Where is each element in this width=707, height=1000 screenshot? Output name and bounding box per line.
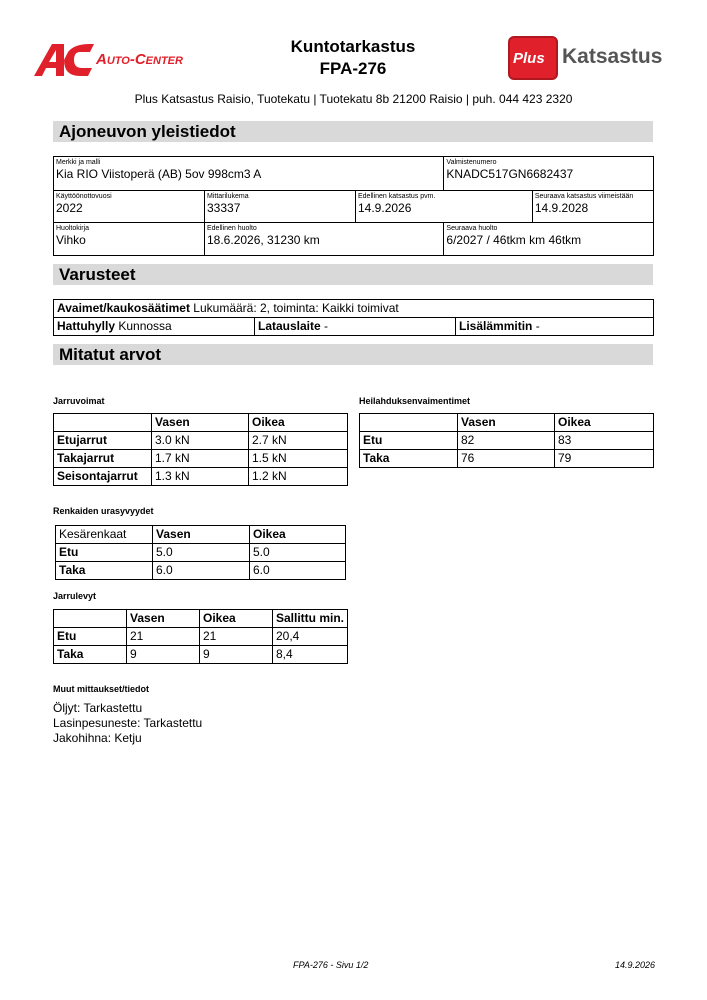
shelf-label: Hattuhylly [57,319,116,333]
header-cell: Oikea [555,414,654,432]
plus-badge-text: Plus [513,50,545,67]
next-service-value: 6/2027 / 46tkm km 46tkm [446,233,582,247]
autocenter-logo [34,42,204,78]
row-label: Etu [360,432,458,450]
last-service-value: 18.6.2026, 31230 km [207,233,320,247]
title-line1: Kuntotarkastus [290,37,416,56]
table-row [360,450,654,468]
cell: 79 [555,450,654,468]
year-label: Käyttöönottovuosi [56,193,112,200]
last-service-label: Edellinen huolto [207,225,257,232]
cell: 2.7 kN [249,432,348,450]
next-inspection-cell [532,191,653,223]
cell: 21 [127,628,200,646]
header-cell: Vasen [152,414,249,432]
next-inspection-label: Seuraava katsastus viimeistään [534,193,634,200]
make-value: Kia RIO Viistoperä (AB) 5ov 998cm3 A [56,167,262,181]
vin-cell [444,157,654,191]
table-header-row [54,610,348,628]
heater-value: - [535,319,540,333]
list-item: Jakohihna: Ketju [53,731,142,745]
keys-value: Lukumäärä: 2, toiminta: Kaikki toimivat [193,301,399,315]
heater-label: Lisälämmitin [459,319,533,333]
table-header-row [54,414,348,432]
charger-cell [255,318,456,336]
autocenter-logo-text: Auto-Center [96,51,183,68]
brakes-title: Jarruvoimat [53,396,105,406]
service-book-cell [54,223,205,256]
section-measured-title: Mitatut arvot [53,344,653,365]
header-cell: Kesärenkaat [56,526,153,544]
list-item: Öljyt: Tarkastettu [53,701,143,715]
table-row [54,432,348,450]
row-label: Taka [360,450,458,468]
keys-label: Avaimet/kaukosäätimet [57,301,190,315]
odometer-cell [205,191,356,223]
title-line2: FPA-276 [319,59,387,78]
make-label: Merkki ja malli [56,159,101,166]
header-cell: Oikea [250,526,346,544]
autocenter-logo-mark-icon [34,42,96,78]
cell: 1.5 kN [249,450,348,468]
cell: 6.0 [250,562,346,580]
other-list [53,701,202,746]
footer-page: FPA-276 - Sivu 1/2 [293,960,369,970]
year-value: 2022 [56,201,83,215]
shocks-title: Heilahduksenvaimentimet [359,396,471,406]
row-label: Takajarrut [54,450,152,468]
charger-label: Latauslaite [258,319,321,333]
shelf-cell [54,318,255,336]
last-service-cell [205,223,444,256]
cell: 6.0 [153,562,250,580]
page-title [230,36,476,80]
row-label: Etu [54,628,127,646]
brakes-table [53,413,348,486]
charger-value: - [324,319,329,333]
table-row [54,468,348,486]
header-cell [54,610,127,628]
plus-badge [508,36,558,80]
tires-title: Renkaiden urasyvyydet [53,506,154,516]
cell: 1.3 kN [152,468,249,486]
make-cell [54,157,444,191]
keys-cell [54,300,654,318]
cell: 9 [127,646,200,664]
header-cell: Vasen [153,526,250,544]
year-cell [54,191,205,223]
cell: 8,4 [273,646,348,664]
section-general-title: Ajoneuvon yleistiedot [53,121,653,142]
table-row [56,544,346,562]
header-cell [360,414,458,432]
vin-label: Valmistenumero [446,159,497,166]
table-header-row [360,414,654,432]
table-row [56,562,346,580]
discs-title: Jarrulevyt [53,591,97,601]
last-inspection-cell [356,191,533,223]
general-info-table [53,156,654,256]
header-cell: Vasen [127,610,200,628]
header-cell: Vasen [458,414,555,432]
cell: 5.0 [153,544,250,562]
header-cell: Oikea [249,414,348,432]
cell: 5.0 [250,544,346,562]
row-label: Etu [56,544,153,562]
header-cell: Oikea [200,610,273,628]
cell: 20,4 [273,628,348,646]
last-inspection-value: 14.9.2026 [358,201,412,215]
service-book-label: Huoltokirja [56,225,90,232]
cell: 9 [200,646,273,664]
row-label: Taka [54,646,127,664]
vin-value: KNADC517GN6682437 [446,167,574,181]
plus-logo-text: Katsastus [562,45,663,68]
next-service-cell [444,223,654,256]
odometer-label: Mittarilukema [207,193,249,200]
shocks-table [359,413,654,468]
header-cell [54,414,152,432]
row-label: Seisontajarrut [54,468,152,486]
plus-katsastus-logo [508,36,673,82]
header-cell: Sallittu min. [273,610,348,628]
section-equipment-title: Varusteet [53,264,653,285]
other-title: Muut mittaukset/tiedot [53,684,149,694]
list-item: Lasinpesuneste: Tarkastettu [53,716,203,730]
table-row [54,646,348,664]
station-info: Plus Katsastus Raisio, Tuotekatu | Tuotekatu 8b 21200 Raisio | puh. 044 423 2320 [134,92,573,106]
table-header-row [56,526,346,544]
table-row [54,450,348,468]
cell: 3.0 kN [152,432,249,450]
cell: 1.7 kN [152,450,249,468]
discs-table [53,609,348,664]
next-inspection-value: 14.9.2028 [534,201,589,215]
table-row [54,628,348,646]
cell: 1.2 kN [249,468,348,486]
row-label: Taka [56,562,153,580]
cell: 21 [200,628,273,646]
cell: 82 [458,432,555,450]
cell: 76 [458,450,555,468]
cell: 83 [555,432,654,450]
next-service-label: Seuraava huolto [446,225,498,232]
row-label: Etujarrut [54,432,152,450]
equipment-table [53,299,654,336]
table-row [360,432,654,450]
footer-date: 14.9.2026 [615,960,656,970]
odometer-value: 33337 [207,201,241,215]
service-book-value: Vihko [56,233,86,247]
last-inspection-label: Edellinen katsastus pvm. [358,193,436,200]
tires-table [55,525,346,580]
heater-cell [456,318,654,336]
shelf-value: Kunnossa [118,319,172,333]
